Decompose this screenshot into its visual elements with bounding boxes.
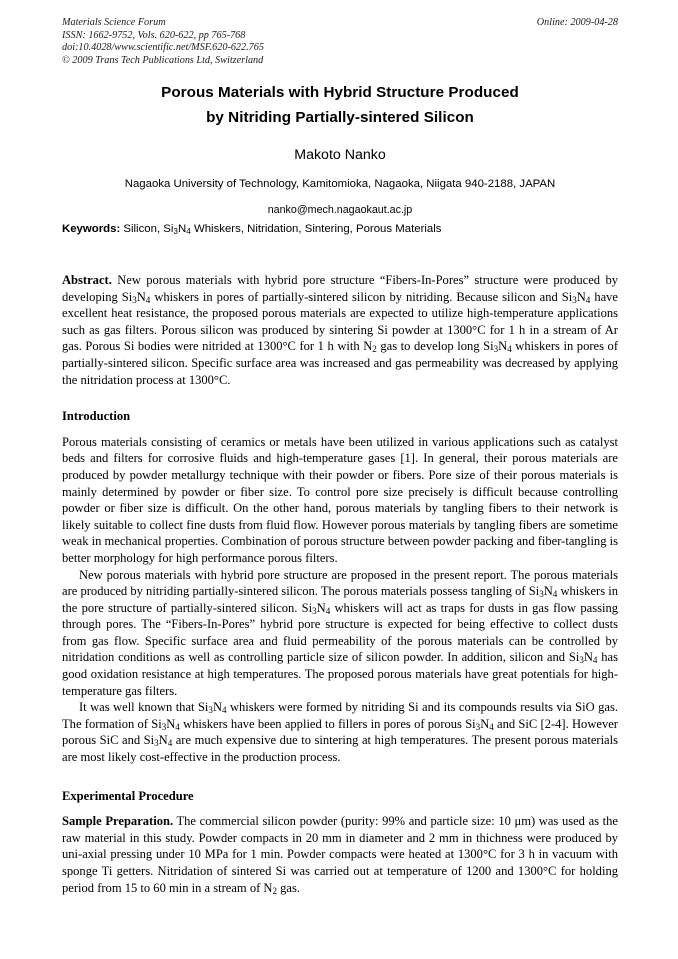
publication-metadata <box>62 17 264 67</box>
spacer-after-experimental-heading <box>62 804 618 813</box>
author-affiliation: Nagaoka University of Technology, Kamitomioka, Nagaoka, Niigata 940-2188, JAPAN <box>124 178 556 190</box>
intro-p2-sub-c2: 4 <box>592 655 598 666</box>
intro-p3-text-4: and SiC [2-4]. However porous SiC and Si <box>62 716 618 748</box>
section-heading-introduction: Introduction <box>62 409 131 424</box>
intro-p2-n-b: N <box>316 600 326 615</box>
abstract-text-5: whiskers in pores of partially-sintered silicon. Specific surface area was increased and gas permeability was decreased by applying the nitridation process at 1300°C. <box>62 339 618 387</box>
intro-p2-text-1: New porous materials with hybrid pore structure are proposed in the present report. The porous materials are produced by nitriding partially-sintered silicon. The porous materials possess tangling of Si <box>62 567 618 599</box>
abstract-sub-c2: 4 <box>507 344 512 355</box>
intro-p3-text-2: whiskers were formed by nitriding Si and its compounds results via SiO gas. The formation of Si <box>62 700 618 731</box>
intro-p3-sub-c1: 3 <box>475 721 481 732</box>
title-block <box>62 80 618 218</box>
intro-p3-n-a: N <box>212 700 222 715</box>
intro-p3-sub-b1: 3 <box>161 721 167 732</box>
intro-p3-sub-b2: 4 <box>175 721 180 732</box>
intro-p3-n-d: N <box>158 733 168 748</box>
keywords-line <box>62 221 618 237</box>
keywords-sub-3: 3 <box>173 226 178 236</box>
abstract-sub-b2: 4 <box>585 294 591 305</box>
abstract-text-3: have excellent heat resistance, the proposed porous materials are expected to utilize high-temperature applications such as gas filters. Porous silicon was produced by sintering Si powder at 1300°C for 1 h in a stream of Ar gas. Porous Si bodies were nitrided at 1300°C for 1 h with N <box>62 289 618 354</box>
introduction-paragraph-1: Porous materials consisting of ceramics or metals have been utilized in various applications such as catalyst beds and filters for corrosive fluids and high-temperature gases [1]. In general, their porous materials are produced by powder metallurgy technique with their powder or fibers. Pore size of their porous materials is mainly determined by powder or fiber size. To control pore size precisely is difficult because controlling powder or fiber size is difficult. On the other hand, porous materials by tangling fibers to their network is likely suitable to collect fine dusts from fluid flow. However porous materials by tangling fibers are sometime weak in mechanical properties. Combination of porous structure between powder packing and fiber-tangling is better morphology for high performance porous filters. <box>62 434 618 565</box>
intro-p3-text-3: whiskers have been applied to fillers in pores of porous Si <box>179 716 476 731</box>
abstract-sub-a1: 3 <box>132 294 137 305</box>
issn-volume-pages: ISSN: 1662-9752, Vols. 620-622, pp 765-768 <box>62 29 246 41</box>
intro-p3-sub-d1: 3 <box>154 738 159 749</box>
abstract-text-4: gas to develop long Si <box>376 339 494 354</box>
abstract-text-1: New porous materials with hybrid pore structure “Fibers-In-Pores” structure were produced by developing Si <box>62 273 618 304</box>
abstract-label: Abstract. <box>62 273 112 287</box>
spacer-abstract-introduction <box>62 388 618 408</box>
intro-p2-sub-b2: 4 <box>325 605 331 616</box>
intro-p2-n-c: N <box>583 650 593 665</box>
intro-p2-text-2: whiskers in the pore structure of partially-sintered silicon. Si <box>62 584 619 615</box>
introduction-paragraph-2 <box>62 567 618 700</box>
document-body <box>62 272 618 896</box>
sample-prep-sub-n2: 2 <box>272 885 277 896</box>
intro-p3-sub-d2: 4 <box>167 738 173 749</box>
sample-prep-text-2: gas. <box>276 880 300 895</box>
author-name: Makoto Nanko <box>294 147 386 163</box>
intro-p2-n-a: N <box>543 584 553 599</box>
introduction-paragraph-3 <box>62 699 618 765</box>
spacer-introduction-experimental <box>62 766 618 788</box>
section-heading-experimental-procedure: Experimental Procedure <box>62 788 194 803</box>
intro-p3-sub-a2: 4 <box>222 705 227 716</box>
abstract-sub-b1: 3 <box>572 294 577 305</box>
abstract-paragraph <box>62 272 618 388</box>
intro-p2-sub-a2: 4 <box>552 589 558 600</box>
sample-preparation-subheading: Sample Preparation. <box>62 814 174 829</box>
abstract-sub-c1: 3 <box>493 344 499 355</box>
intro-p3-sub-a1: 3 <box>208 705 213 716</box>
journal-name: Materials Science Forum <box>62 17 166 28</box>
intro-p3-text-1: It was well known that Si <box>79 700 209 715</box>
doi-line: doi:10.4028/www.scientific.net/MSF.620-622.765 <box>62 42 264 54</box>
intro-p3-n-c: N <box>480 716 490 731</box>
title-line-2: by Nitriding Partially-sintered Silicon <box>206 109 474 126</box>
abstract-n-b: N <box>576 289 586 304</box>
abstract-n-a: N <box>136 289 146 304</box>
abstract-text-2: whiskers in pores of partially-sintered silicon by nitriding. Because silicon and Si <box>150 289 573 304</box>
keywords-text-before: Silicon, Si <box>120 223 174 235</box>
keywords-label: Keywords: <box>62 223 121 235</box>
intro-p3-text-5: are much expensive due to sintering at high temperatures. The present porous materials are most likely cost-effective in the production process. <box>62 733 618 765</box>
sample-prep-text-1: The commercial silicon powder (purity: 99% and particle size: 10 μm) was used as the raw material in this study. Powder compacts in 20 mm in diameter and 2 mm in thichness were produced by uni-axial pressing under 10 MPa for 1 min. Powder compacts were heated at 1300°C for 3 h in vacuum with sponge Ti getters. Nitridation of sintered Si was carried out at temperature of 1200 and 1300°C for holding period from 15 to 60 min in a stream of N <box>62 814 618 895</box>
page-title <box>62 80 618 130</box>
abstract-sub-n2: 2 <box>372 344 377 355</box>
abstract-n-c: N <box>498 339 508 354</box>
publication-header <box>62 17 618 67</box>
intro-p2-sub-b1: 3 <box>312 605 317 616</box>
intro-p2-text-4: has good oxidation resistance at high temperatures. The proposed porous materials have great potentials for high-temperature gas filters. <box>62 650 618 698</box>
keywords-n: N <box>177 223 187 235</box>
keywords-sub-4: 4 <box>186 226 191 236</box>
title-line-1: Porous Materials with Hybrid Structure Produced <box>161 84 519 101</box>
author-email: nanko@mech.nagaokaut.ac.jp <box>267 204 413 216</box>
intro-p2-sub-c1: 3 <box>579 655 584 666</box>
sample-preparation-paragraph <box>62 813 618 896</box>
keywords-text-after: Whiskers, Nitridation, Sintering, Porous Materials <box>190 223 442 235</box>
copyright-line: © 2009 Trans Tech Publications Ltd, Switzerland <box>62 54 264 66</box>
online-publication-date: Online: 2009-04-28 <box>536 17 618 28</box>
intro-p3-sub-c2: 4 <box>489 721 494 732</box>
spacer-after-introduction-heading <box>62 425 618 434</box>
intro-p2-text-3: whiskers will act as traps for dusts in gas flow passing through pores. The “Fibers-In-Pores” hybrid pore structure is expected for being effective to collect dusts from gas flow. Specific surface area and fluid permeability of the porous materials can be controlled by nitridation conditions as well as controlling particle size of silicon powder. In addition, silicon and Si <box>62 600 618 665</box>
intro-p2-sub-a1: 3 <box>539 589 544 600</box>
abstract-sub-a2: 4 <box>145 294 151 305</box>
intro-p3-n-b: N <box>166 716 176 731</box>
